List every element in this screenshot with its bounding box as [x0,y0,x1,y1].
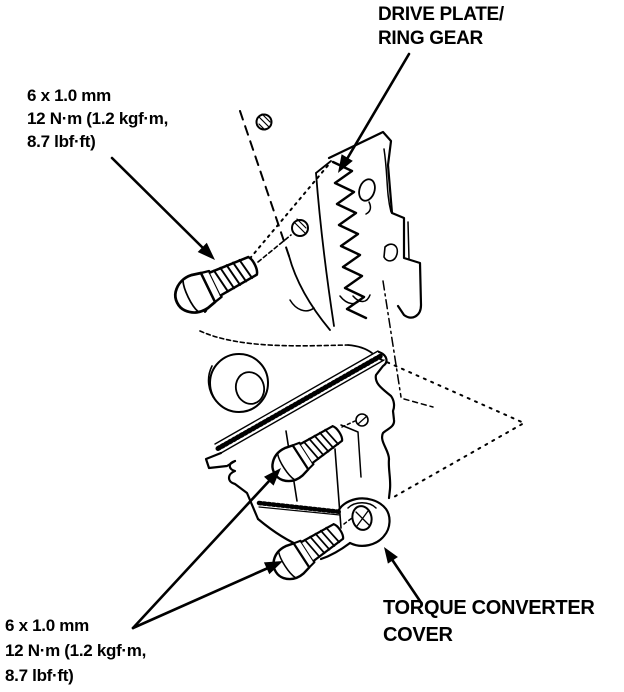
housing-boss [209,354,268,412]
engine-case-outline [200,111,433,407]
callout-bolt-spec-bottom [5,613,146,688]
leader-arrow-spec-bottom-1 [133,468,281,628]
drive-plate-ring-gear [316,161,370,326]
callout-drive-plate-ring-gear [378,3,504,51]
callout-torque-converter-cover [383,595,595,649]
cover-bolt-hole-upper [342,414,368,427]
leader-arrow-spec-bottom-2 [133,561,283,628]
callout-line: TORQUE CONVERTER [383,597,595,619]
alignment-centerline [383,281,401,397]
callout-line: 6 x 1.0 mm [5,616,89,635]
case-centerline-dashed [240,111,289,256]
torque-converter-cover-outline [206,351,524,559]
callout-line: 12 N·m (1.2 kgf·m, [27,109,169,128]
callout-line: COVER [383,624,453,646]
callout-line: 12 N·m (1.2 kgf·m, [5,641,147,660]
callout-line: RING GEAR [378,28,483,49]
case-kidney-hole [356,177,377,203]
callout-line: 8.7 lbf·ft) [5,666,74,685]
callout-line: DRIVE PLATE/ [378,4,504,25]
projection-dotted-lines [380,359,524,498]
callout-line: 6 x 1.0 mm [27,86,111,105]
callout-bolt-spec-top [27,84,168,153]
leader-arrow-tc-cover [384,547,420,601]
leader-arrow-drive-plate [338,54,409,173]
upper-case-bolt [169,248,263,320]
leader-arrow-spec-top [112,158,215,260]
small-nut [257,114,272,130]
callout-line: 8.7 lbf·ft) [27,132,96,151]
